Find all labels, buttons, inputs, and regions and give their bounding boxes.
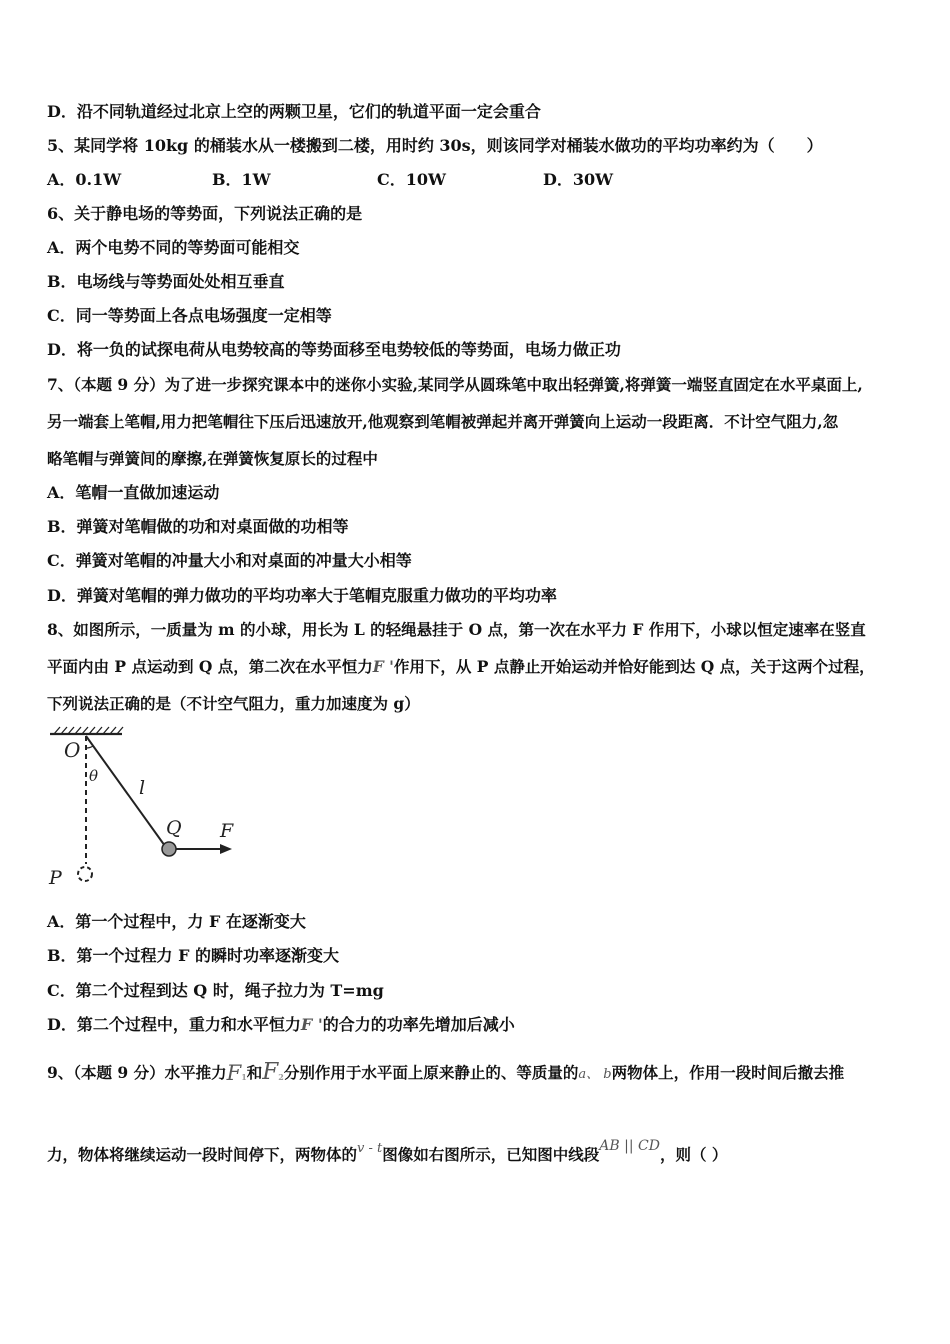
q8-option-b: B．第一个过程力 F 的瞬时功率逐渐变大	[47, 946, 340, 965]
q9-l2-b: 图像如右图所示，已知图中线段	[382, 1145, 600, 1164]
q9-vt-symbol: v - t	[357, 1141, 383, 1156]
q9-l1-a: 9、（本题 9 分）水平推力	[47, 1063, 227, 1082]
q7-option-b: B．弹簧对笔帽做的功和对桌面做的功相等	[47, 517, 349, 536]
q9-stem-line-2	[47, 1136, 727, 1165]
q9-f1-subscript: 1	[241, 1072, 247, 1082]
q9-ab-symbol: a、 b	[578, 1067, 612, 1082]
q8-line2-post: 作用下，从 P 点静止开始运动并恰好能到达 Q 点，关于这两个过程，	[393, 657, 875, 676]
q5-option-a: A．0.1W	[47, 170, 122, 189]
q5-option-d: D．30W	[543, 170, 614, 189]
q6-option-b: B．电场线与等势面处处相互垂直	[47, 272, 285, 291]
q8-stem-line-3: 下列说法正确的是（不计空气阻力，重力加速度为 g）	[47, 694, 420, 713]
q5-option-b: B．1W	[212, 170, 271, 189]
label-p: P	[49, 867, 62, 889]
q8-line2-pre: 平面内由 P 点运动到 Q 点，第二次在水平恒力	[47, 657, 373, 676]
q4-option-d: D．沿不同轨道经过北京上空的两颗卫星，它们的轨道平面一定会重合	[47, 102, 541, 121]
q8-stem-line-2	[47, 657, 875, 677]
q9-l2-a: 力，物体将继续运动一段时间停下，两物体的	[47, 1145, 358, 1164]
q9-l2-c: ，则（ ）	[659, 1145, 728, 1164]
q7-stem-line-3: 略笔帽与弹簧间的摩擦,在弹簧恢复原长的过程中	[47, 449, 378, 468]
q7-stem-line-1: 7、（本题 9 分）为了进一步探究课本中的迷你小实验,某同学从圆珠笔中取出轻弹簧,将弹簧一端竖直固定在水平桌面上,	[47, 375, 863, 394]
q6-option-a: A．两个电势不同的等势面可能相交	[47, 238, 300, 257]
q8-optd-pre: D．第二个过程中，重力和水平恒力	[47, 1015, 301, 1034]
q7-option-c: C．弹簧对笔帽的冲量大小和对桌面的冲量大小相等	[47, 551, 412, 570]
q9-abcd-symbol: AB || CD	[599, 1138, 660, 1154]
label-l: l	[139, 777, 146, 799]
q6-stem: 6、关于静电场的等势面，下列说法正确的是	[47, 204, 363, 223]
label-o: O	[64, 738, 81, 762]
q8-optd-post: 的合力的功率先增加后减小	[322, 1015, 515, 1034]
q9-f2-symbol: F	[262, 1059, 279, 1085]
q8-stem-line-1: 8、如图所示，一质量为 m 的小球，用长为 L 的轻绳悬挂于 O 点，第一次在水平力 F 作用下，小球以恒定速率在竖直	[47, 620, 866, 639]
q8-option-a: A．第一个过程中，力 F 在逐渐变大	[47, 912, 306, 931]
q7-stem-line-2: 另一端套上笔帽,用力把笔帽往下压后迅速放开,他观察到笔帽被弹起并离开弹簧向上运动一段距离．不计空气阻力,忽	[47, 412, 839, 431]
pendulum-figure	[44, 724, 244, 894]
label-theta: θ	[89, 767, 99, 785]
q9-and: 和	[246, 1063, 263, 1082]
label-q: Q	[166, 817, 182, 839]
q9-l1-b: 分别作用于水平面上原来静止的、等质量的	[283, 1063, 579, 1082]
q8-f-prime-symbol: F '	[372, 657, 394, 676]
q6-option-d: D．将一负的试探电荷从电势较高的等势面移至电势较低的等势面，电场力做正功	[47, 340, 621, 359]
label-f: F	[220, 820, 234, 842]
q8-optd-f-prime: F '	[300, 1015, 323, 1034]
q9-f1-symbol: F	[226, 1061, 242, 1085]
q7-option-a: A．笔帽一直做加速运动	[47, 483, 220, 502]
q7-option-d: D．弹簧对笔帽的弹力做功的平均功率大于笔帽克服重力做功的平均功率	[47, 586, 557, 605]
q6-option-c: C．同一等势面上各点电场强度一定相等	[47, 306, 332, 325]
q9-stem-line-1	[47, 1059, 845, 1087]
q8-option-c: C．第二个过程到达 Q 时，绳子拉力为 T=mg	[47, 981, 384, 1000]
q5-option-c: C．10W	[377, 170, 446, 189]
q9-f2-subscript: 2	[278, 1072, 284, 1082]
q5-stem: 5、某同学将 10kg 的桶装水从一楼搬到二楼，用时约 30s，则该同学对桶装水做功的平均功率约为（ ）	[47, 136, 823, 155]
q9-l1-c: 两物体上，作用一段时间后撤去推	[611, 1063, 845, 1082]
q8-option-d	[47, 1015, 515, 1035]
